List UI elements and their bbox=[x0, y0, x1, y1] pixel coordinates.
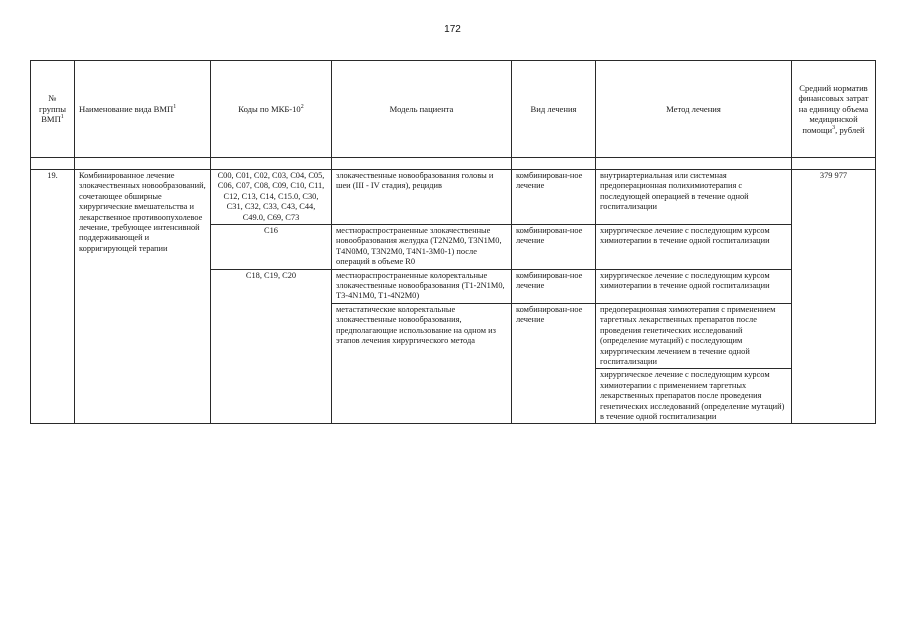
treatment-type-cell: комбинирован-ное лечение bbox=[512, 303, 596, 423]
mkb-codes-cell: C00, C01, C02, C03, C04, C05, C06, C07, C08, C09, C10, C11, C12, C13, C14, C15.0, C30, C31, C32, C33, C43, C44, C49.0, C69, C73 bbox=[211, 170, 332, 225]
treatment-type-cell: комбинирован-ное лечение bbox=[512, 170, 596, 225]
group-name: Комбинированное лечение злокачественных новообразований, сочетающее обширные хирургические вмешательства и лекарственное противоопухолевое лечение, требующее интенсивной поддерживающей и корригирующей терапии bbox=[75, 170, 211, 424]
spacer-row bbox=[31, 158, 876, 170]
treatment-method-cell: предоперационная химиотерапия с применением таргетных лекарственных препаратов после проведения генетических исследований (определение мутаций) с последующим хирургическим лечением в течение одной госпитализации bbox=[596, 303, 792, 368]
treatment-type-cell: комбинирован-ное лечение bbox=[512, 225, 596, 270]
page-number: 172 bbox=[444, 24, 461, 35]
treatment-method-cell: хирургическое лечение с последующим курсом химиотерапии в течение одной госпитализации bbox=[596, 225, 792, 270]
patient-model-cell: метастатические колоректальные злокачественные новообразования, предполагающие использование на одном из этапов лечения хирургического метода bbox=[332, 303, 512, 423]
treatment-method-cell: внутриартериальная или системная предоперационная полихимиотерапия с последующей операцией в течение одной госпитализации bbox=[596, 170, 792, 225]
header-treatment-type: Вид лечения bbox=[512, 61, 596, 158]
header-treatment-method: Метод лечения bbox=[596, 61, 792, 158]
treatment-type-cell: комбинирован-ное лечение bbox=[512, 269, 596, 303]
treatment-method-cell: хирургическое лечение с последующим курсом химиотерапии с применением таргетных лекарственных препаратов после проведения генетических исследований (определение мутаций) в течение одной госпитализации bbox=[596, 369, 792, 424]
header-patient-model: Модель пациента bbox=[332, 61, 512, 158]
patient-model-cell: злокачественные новообразования головы и шеи (III - IV стадия), рецидив bbox=[332, 170, 512, 225]
header-mkb-codes: Коды по МКБ-$10^2$ bbox=[211, 61, 332, 158]
mkb-codes-cell: C16 bbox=[211, 225, 332, 270]
header-group-no: № группы ВМП$^1$ bbox=[31, 61, 75, 158]
header-cost-standard: Средний норматив финансовых затрат на единицу объема медицинской помощи$^3$, рублей bbox=[792, 61, 876, 158]
table-row bbox=[31, 170, 876, 225]
patient-model-cell: местнораспространенные злокачественные новообразования желудка (T2N2M0, T3N1M0, T4N0M0, T3N2M0, T4N1-3M0-1) после операций в объеме R0 bbox=[332, 225, 512, 270]
treatment-method-cell: хирургическое лечение с последующим курсом химиотерапии в течение одной госпитализации bbox=[596, 269, 792, 303]
vmp-table bbox=[30, 60, 876, 424]
patient-model-cell: местнораспространенные колоректальные злокачественные новообразования (T1-2N1M0, T3-4N1M0, T1-4N2M0) bbox=[332, 269, 512, 303]
group-number: 19. bbox=[31, 170, 75, 424]
cost-cell: 379 977 bbox=[792, 170, 876, 424]
mkb-codes-cell: C18, C19, C20 bbox=[211, 269, 332, 424]
table-header-row bbox=[31, 61, 876, 158]
header-vmp-name: Наименование вида ВМП$^1$ bbox=[75, 61, 211, 158]
